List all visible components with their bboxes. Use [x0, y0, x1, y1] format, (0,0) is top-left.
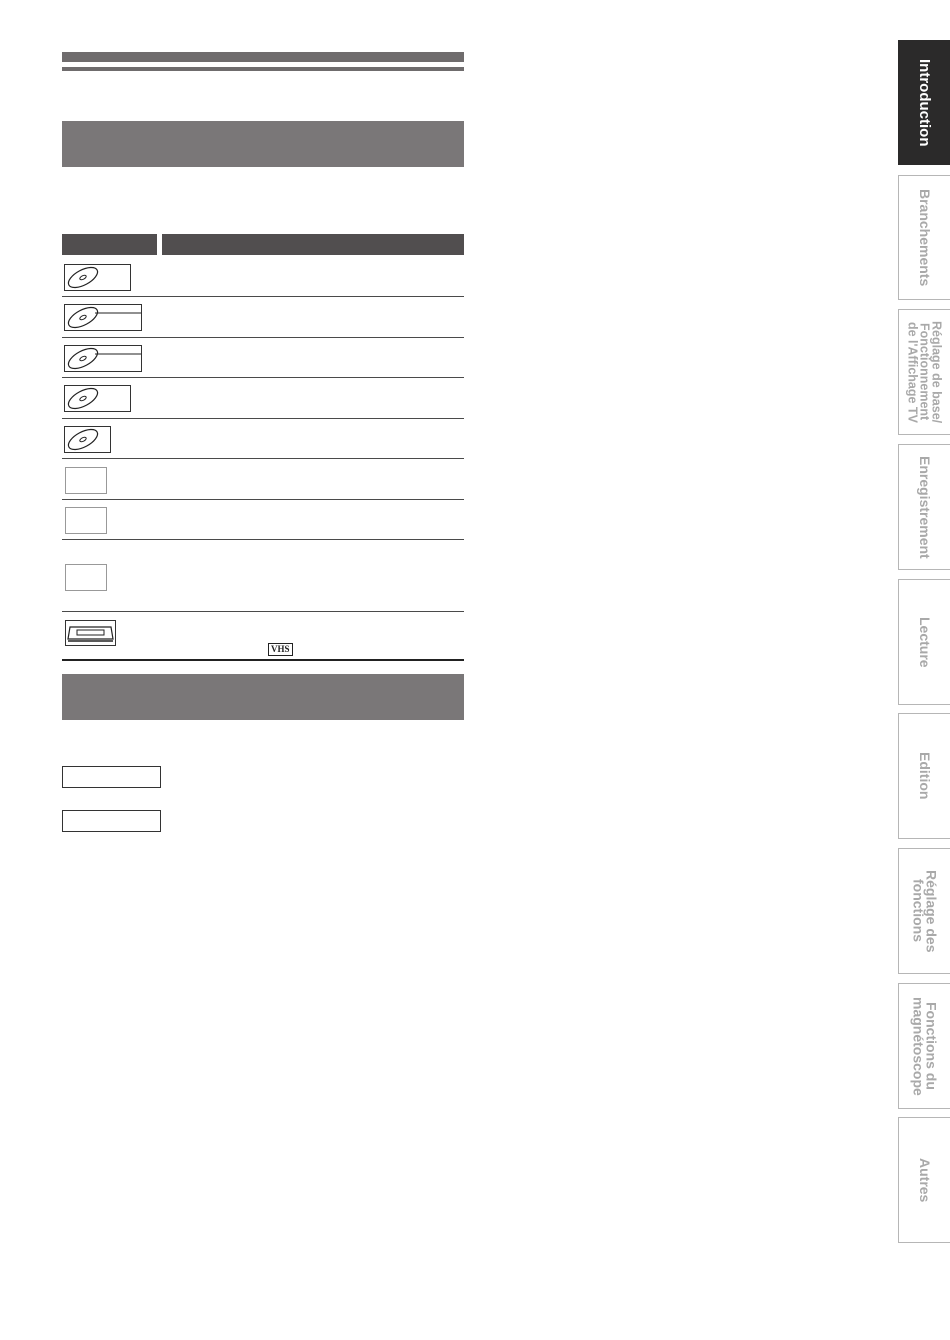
vhs-cassette-icon — [65, 620, 116, 646]
tab-introduction[interactable] — [898, 40, 950, 165]
tab-label: Autres — [917, 1157, 933, 1203]
tab-enregistrement[interactable] — [898, 444, 950, 570]
disc-icon — [64, 426, 111, 453]
row-divider — [62, 418, 464, 419]
disc-icon — [64, 264, 131, 291]
legend-box — [62, 810, 161, 832]
row-divider — [62, 499, 464, 500]
section-band-media — [62, 121, 464, 167]
section-band-symbols — [62, 674, 464, 720]
disc-icon — [64, 304, 142, 331]
tab-lecture[interactable] — [898, 579, 950, 705]
tab-edition[interactable] — [898, 713, 950, 839]
vhs-logo: VHS — [268, 643, 293, 656]
tab-label: Enregistrement — [917, 455, 933, 559]
row-divider — [62, 611, 464, 612]
row-divider — [62, 337, 464, 338]
disc-icon — [64, 345, 142, 372]
row-divider — [62, 296, 464, 297]
row-divider — [62, 539, 464, 540]
tab-label: Fonctions du magnétoscope — [910, 996, 940, 1096]
blank-media-box — [65, 507, 107, 534]
disc-icon — [64, 385, 131, 412]
table-bottom-rule — [62, 659, 464, 661]
blank-media-box — [65, 467, 107, 494]
header-bar-underline — [62, 67, 464, 71]
tab-label: Branchements — [917, 188, 933, 287]
tab-label: Introduction — [916, 58, 933, 147]
header-bar-top — [62, 52, 464, 62]
tab-label: Réglage de base/ Fonctionnement de l'Affichage TV — [905, 320, 944, 424]
tab-reglage-de-base[interactable] — [898, 309, 950, 435]
tab-fonctions-du-magnetoscope[interactable] — [898, 983, 950, 1109]
tab-label: Edition — [917, 752, 933, 800]
table-header-description-col — [162, 234, 464, 255]
row-divider — [62, 458, 464, 459]
table-header-media-col — [62, 234, 157, 255]
tab-label: Réglage des fonctions — [910, 869, 940, 953]
blank-media-box — [65, 564, 107, 591]
tab-label: Lecture — [917, 616, 933, 668]
legend-box — [62, 766, 161, 788]
tab-autres[interactable] — [898, 1117, 950, 1243]
tab-branchements[interactable] — [898, 175, 950, 300]
tab-reglage-des-fonctions[interactable] — [898, 848, 950, 974]
row-divider — [62, 377, 464, 378]
